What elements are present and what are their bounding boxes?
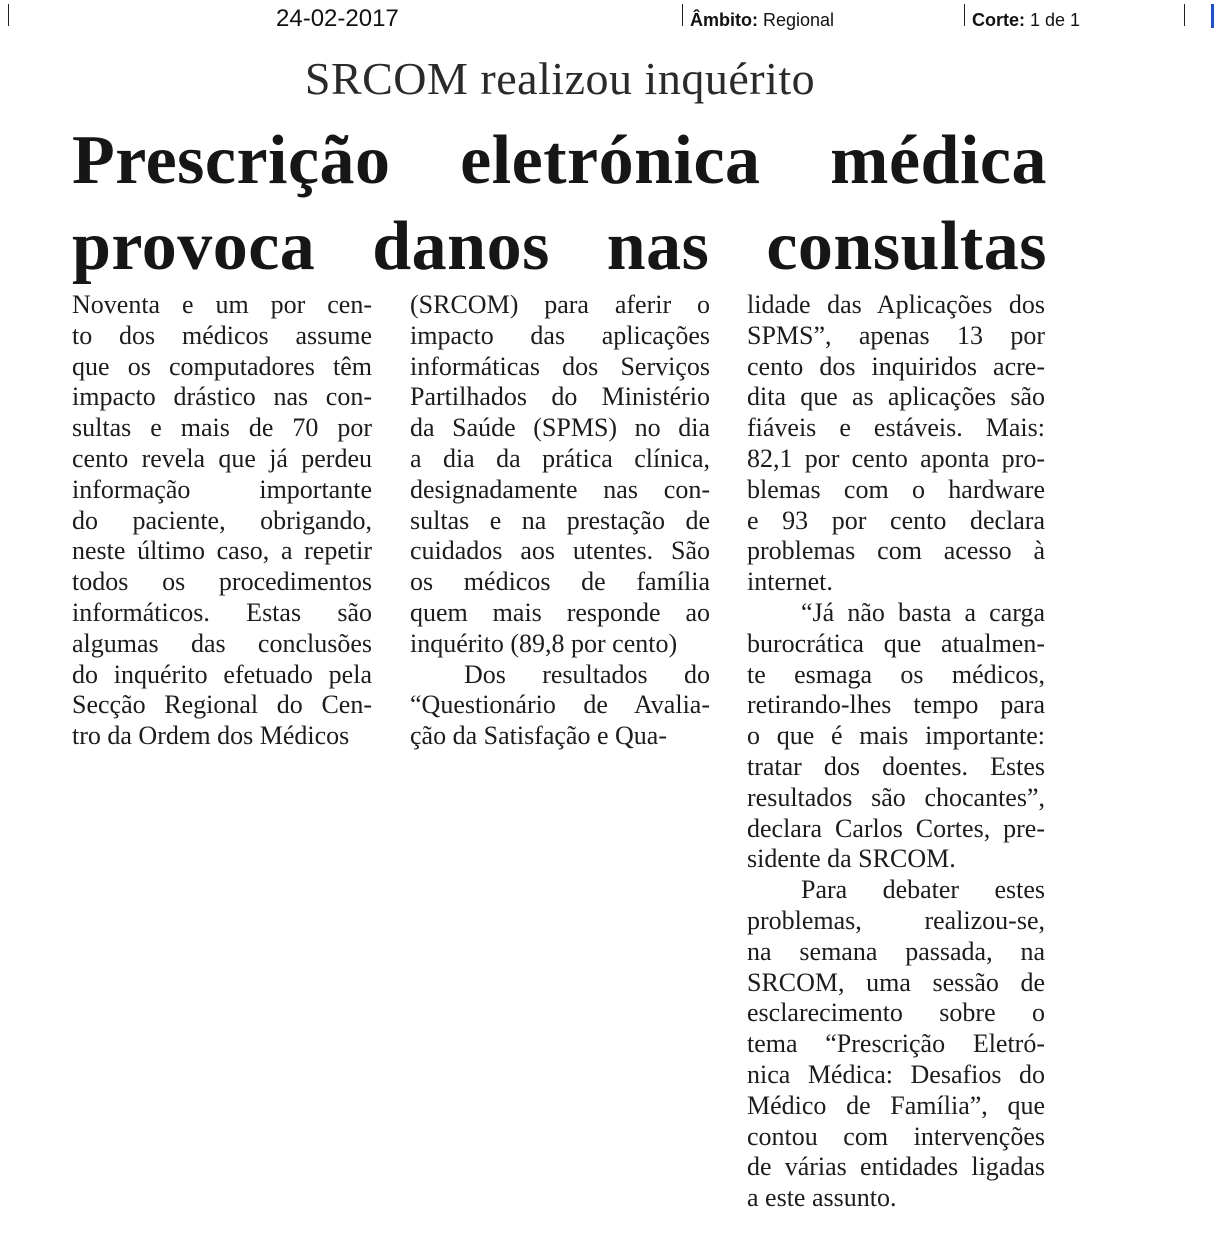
article-text-line: Partilhados do Ministério <box>410 382 710 412</box>
article-text-line: sultas e mais de 70 por <box>72 413 372 443</box>
header-divider <box>682 4 683 26</box>
clipping-date: 24-02-2017 <box>276 5 399 32</box>
article-text-line: 82,1 por cento aponta pro- <box>747 443 1045 473</box>
article-text-line: tema “Prescrição Eletró- <box>747 1029 1045 1059</box>
article-text-line: resultados são chocantes”, <box>747 782 1045 812</box>
article-text-line: cento revela que já perdeu <box>72 443 372 473</box>
article-text-line: de várias entidades ligadas <box>747 1152 1045 1182</box>
article-text-line: do paciente, obrigando, <box>72 505 372 535</box>
article-text-line: SPMS”, apenas 13 por <box>747 320 1045 350</box>
article-text-line: SRCOM, uma sessão de <box>747 967 1045 997</box>
article-column-3 <box>747 290 1045 1214</box>
article-text-line: ção da Satisfação e Qua- <box>410 721 667 751</box>
article-text-line: burocrática que atualmen- <box>747 628 1045 658</box>
article-text-line: o que é mais importante: <box>747 721 1045 751</box>
article-text-line: e 93 por cento declara <box>747 505 1045 535</box>
article-text-line: os médicos de família <box>410 567 710 597</box>
article-text-line: esclarecimento sobre o <box>747 998 1045 1028</box>
clipping-header <box>0 0 1216 36</box>
article-text-line: Dos resultados do <box>464 659 710 689</box>
article-text-line: blemas com o hardware <box>747 474 1045 504</box>
article-text-line: contou com intervenções <box>747 1121 1045 1151</box>
article-text-line: cento dos inquiridos acre- <box>747 351 1045 381</box>
article-text-line: Noventa e um por cen- <box>72 290 372 319</box>
article-text-line: na semana passada, na <box>747 936 1045 966</box>
article-text-line: internet. <box>747 567 833 597</box>
article-text-line: dita que as aplicações são <box>747 382 1045 412</box>
article-text-line: Médico de Família”, que <box>747 1090 1045 1120</box>
header-divider <box>8 4 9 26</box>
article-text-line: neste último caso, a repetir <box>72 536 372 566</box>
article-text-line: da Saúde (SPMS) no dia <box>410 413 710 443</box>
article-text-line: retirando-lhes tempo para <box>747 690 1045 720</box>
article-text-line: problemas com acesso à <box>747 536 1045 566</box>
corte-value: 1 de 1 <box>1030 10 1081 30</box>
article-text-line: “Já não basta a carga <box>801 597 1045 627</box>
article-text-line: sultas e na prestação de <box>410 505 710 535</box>
article-text-line: designadamente nas con- <box>410 474 710 504</box>
article-text-line: sidente da SRCOM. <box>747 844 956 874</box>
article-text-line: cuidados aos utentes. São <box>410 536 710 566</box>
header-divider <box>964 4 965 26</box>
page-edge-marker <box>1211 4 1214 28</box>
article-text-line: te esmaga os médicos, <box>747 659 1045 689</box>
article-text-line: problemas, realizou-se, <box>747 905 1045 935</box>
article-text-line: impacto drástico nas con- <box>72 382 372 412</box>
ambito-field <box>690 10 834 31</box>
ambito-value: Regional <box>763 10 835 30</box>
article-text-line: informáticos. Estas são <box>72 597 372 627</box>
corte-label: Corte: <box>972 10 1025 30</box>
article-text-line: a dia da prática clínica, <box>410 443 710 473</box>
article-text-line: quem mais responde ao <box>410 597 710 627</box>
article-text-line: algumas das conclusões <box>72 628 372 658</box>
corte-field <box>972 10 1080 31</box>
headline-line: Prescrição eletrónica médica <box>72 122 1047 199</box>
ambito-label: Âmbito: <box>690 10 758 30</box>
article-text-line: declara Carlos Cortes, pre- <box>747 813 1045 843</box>
article-text-line: fiáveis e estáveis. Mais: <box>747 413 1045 443</box>
article-text-line: inquérito (89,8 por cento) <box>410 628 678 658</box>
article-text-line: lidade das Aplicações dos <box>747 290 1045 319</box>
header-divider <box>1184 4 1185 26</box>
article-kicker: SRCOM realizou inquérito <box>304 53 816 104</box>
article-text-line: do inquérito efetuado pela <box>72 659 372 689</box>
article-text-line: que os computadores têm <box>72 351 372 381</box>
article-text-line: tratar dos doentes. Estes <box>747 751 1045 781</box>
article-text-line: informáticas dos Serviços <box>410 351 710 381</box>
article-text-line: nica Médica: Desafios do <box>747 1059 1045 1089</box>
article-text-line: Para debater estes <box>801 875 1045 905</box>
article-text-line: “Questionário de Avalia- <box>410 690 710 720</box>
headline-line: provoca danos nas consultas <box>72 208 1047 285</box>
article-text-line: impacto das aplicações <box>410 320 710 350</box>
article-text-line: (SRCOM) para aferir o <box>410 290 710 319</box>
article-text-line: informação importante <box>72 474 372 504</box>
article-text-line: a este assunto. <box>747 1183 897 1213</box>
article-column-2 <box>410 290 710 752</box>
article-text-line: tro da Ordem dos Médicos <box>72 721 350 751</box>
article-text-line: Secção Regional do Cen- <box>72 690 372 720</box>
article-text-line: todos os procedimentos <box>72 567 372 597</box>
article-text-line: to dos médicos assume <box>72 320 372 350</box>
article-headline <box>72 118 1047 290</box>
article-column-1 <box>72 290 372 752</box>
